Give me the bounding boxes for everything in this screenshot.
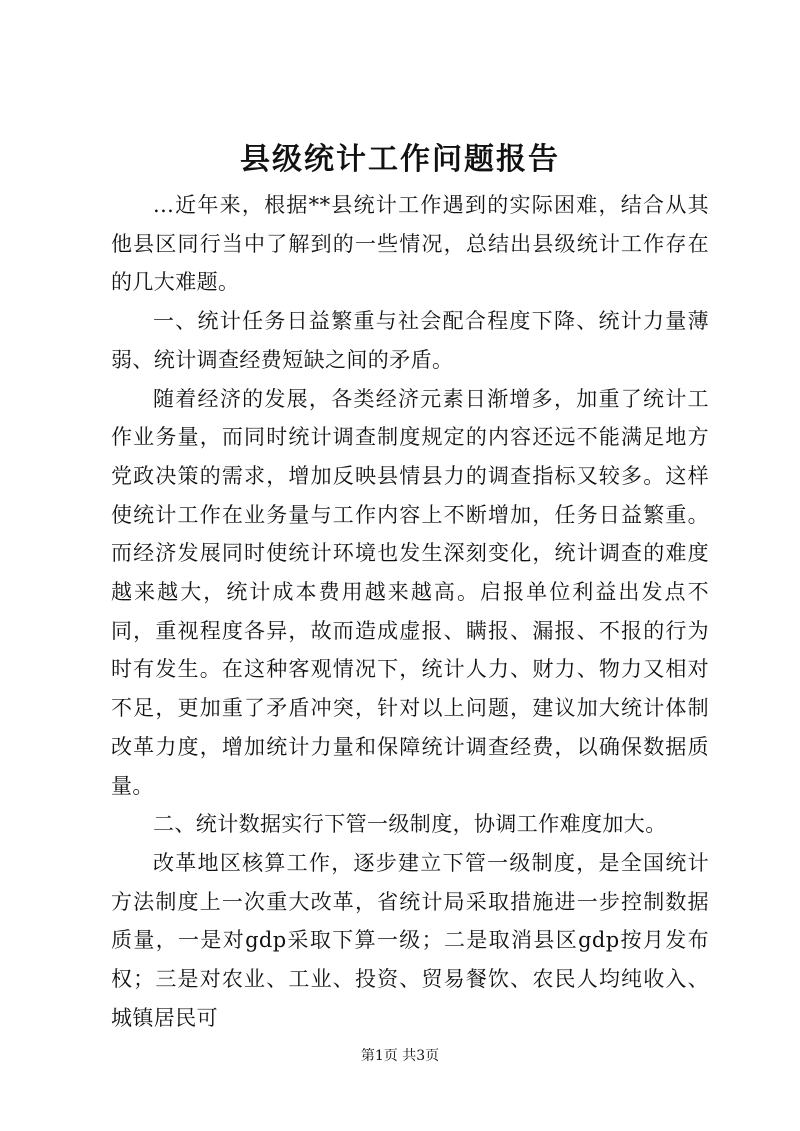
paragraph-section-1: 随着经济的发展，各类经济元素日渐增多，加重了统计工作业务量，而同时统计调查制度规定的内容还远不能满足地方党政决策的需求，增加反映县情县力的调查指标又较多。这样使统计工作在业务量与工作内容上不断增加，任务日益繁重。而经济发展同时使统计环境也发生深刻变化，统计调查的难度越来越大，统计成本费用越来越高。启报单位利益出发点不同，重视程度各异，故而造成虚报、瞒报、漏报、不报的行为时有发生。在这种客观情况下，统计人力、财力、物力又相对不足，更加重了矛盾冲突，针对以上问题，建议加大统计体制改革力度，增加统计力量和保障统计调查经费，以确保数据质量。 bbox=[111, 386, 709, 798]
document-title: 县级统计工作问题报告 bbox=[240, 142, 560, 177]
paragraph-intro: ...近年来，根据**县统计工作遇到的实际困难，结合从其他县区同行当中了解到的一些情况，总结出县级统计工作存在的几大难题。 bbox=[111, 193, 709, 295]
section-heading-2: 二、统计数据实行下管一级制度，协调工作难度加大。 bbox=[153, 812, 667, 837]
document-body bbox=[111, 186, 709, 1037]
page-number-footer: 第1页 共3页 bbox=[360, 1048, 440, 1064]
section-heading-1: 一、统计任务日益繁重与社会配合程度下降、统计力量薄弱、统计调查经费短缺之间的矛盾。 bbox=[111, 309, 709, 372]
paragraph-section-2: 改革地区核算工作，逐步建立下管一级制度，是全国统计方法制度上一次重大改革，省统计局采取措施进一步控制数据质量，一是对gdp采取下算一级；二是取消县区gdp按月发布权；三是对农业、工业、投资、贸易餐饮、农民人均纯收入、城镇居民可 bbox=[111, 850, 709, 1030]
